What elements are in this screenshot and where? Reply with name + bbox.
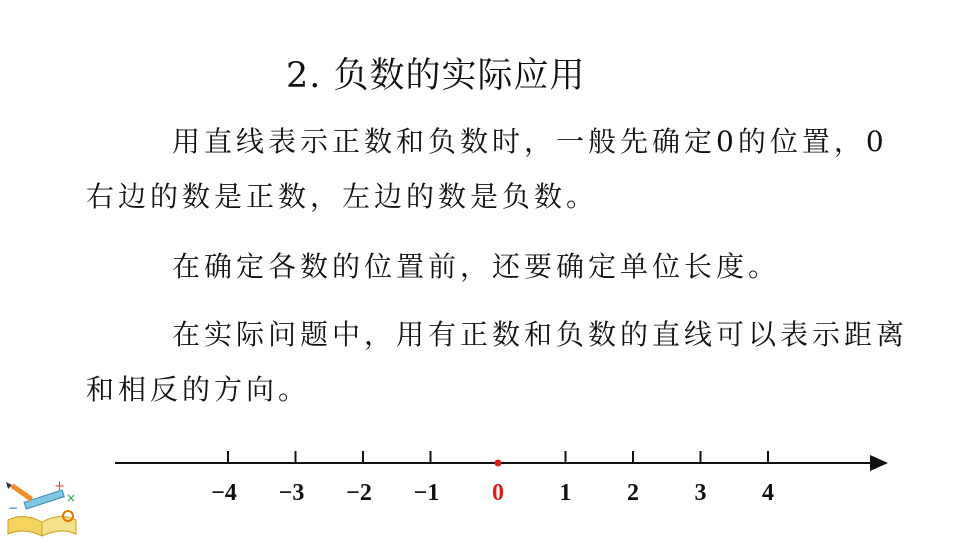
svg-text:+: + [54,479,65,494]
paragraph-unit-length: 在确定各数的位置前，还要确定单位长度。 [172,250,781,283]
number-line-labels [211,480,774,506]
number-line [0,430,960,510]
tick-label: −1 [413,480,440,506]
tick-label: −4 [211,480,237,506]
school-supplies-icon [2,476,84,538]
tick-label: 4 [762,480,774,506]
paragraph-distance-direction: 在实际问题中，用有正数和负数的直线可以表示距离和相反的方向。 [86,318,909,406]
svg-text:×: × [66,491,77,505]
tick-label: 0 [492,480,504,506]
tick-label: 1 [559,480,572,506]
paragraph-zero-position: 用直线表示正数和负数时，一般先确定0的位置，0右边的数是正数，左边的数是负数。 [86,125,888,213]
svg-text:−: − [8,501,19,515]
tick-label: −3 [278,480,305,506]
number-line-arrow [870,455,888,471]
origin-dot [495,460,502,467]
tick-label: −2 [346,480,372,506]
tick-label: 2 [627,480,639,506]
tick-label: 3 [694,480,707,506]
page-title: 2. 负数的实际应用 [286,56,586,96]
